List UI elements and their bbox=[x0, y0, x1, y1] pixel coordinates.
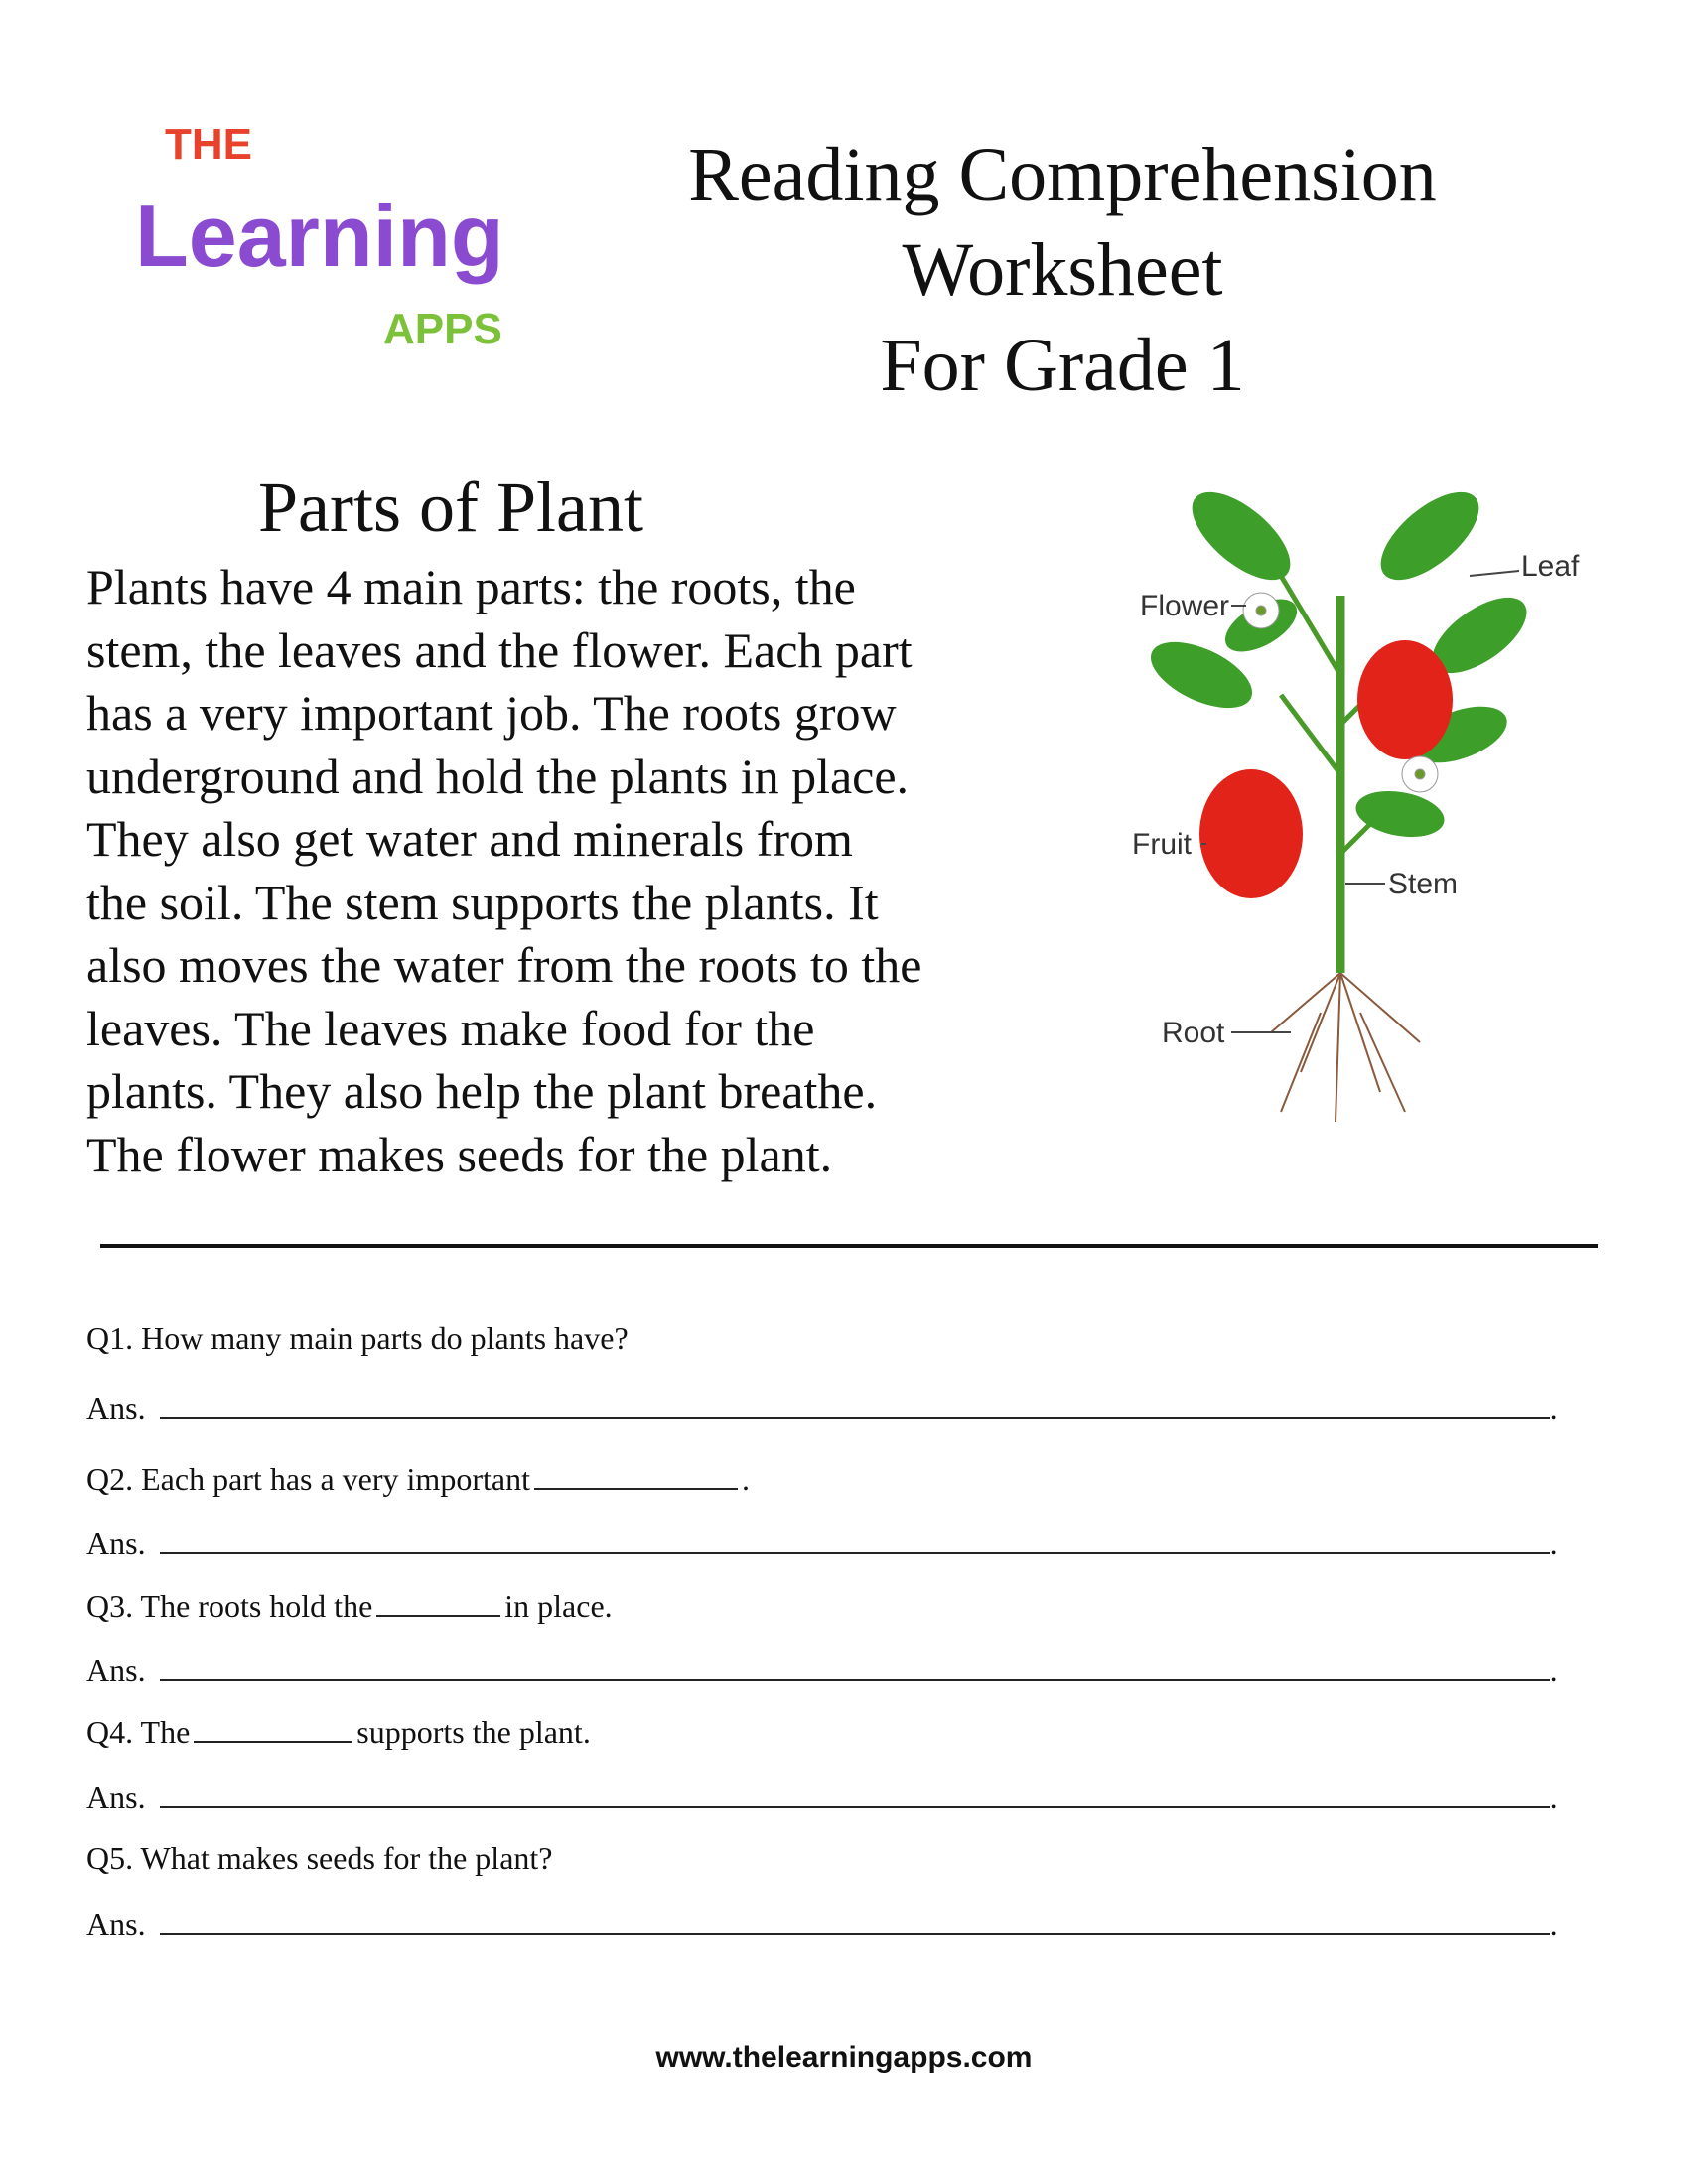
answer-period: . bbox=[1549, 1525, 1558, 1561]
question-text: Q5. What makes seeds for the plant? bbox=[86, 1841, 553, 1876]
answer-3[interactable] bbox=[86, 1652, 1558, 1689]
label-flower: Flower bbox=[1140, 590, 1230, 622]
answer-label: Ans. bbox=[86, 1779, 146, 1815]
answer-2[interactable] bbox=[86, 1525, 1558, 1562]
passage-line: stem, the leaves and the flower. Each part bbox=[86, 621, 913, 678]
answer-label: Ans. bbox=[86, 1525, 146, 1561]
passage-line: has a very important job. The roots grow bbox=[86, 685, 897, 741]
the-learning-apps-logo bbox=[125, 97, 542, 375]
question-text-end: supports the plant. bbox=[356, 1714, 591, 1750]
answer-4[interactable] bbox=[86, 1779, 1558, 1816]
answer-period: . bbox=[1549, 1906, 1558, 1942]
answer-label: Ans. bbox=[86, 1906, 146, 1942]
plant-diagram bbox=[1132, 477, 1609, 1152]
question-text: Q3. The roots hold the bbox=[86, 1588, 373, 1624]
answer-period: . bbox=[1549, 1390, 1558, 1426]
logo-learning: Learning bbox=[135, 187, 504, 285]
answer-blank[interactable] bbox=[160, 1551, 1550, 1554]
question-text-end: . bbox=[741, 1461, 750, 1497]
answer-1[interactable] bbox=[86, 1390, 1558, 1427]
answer-blank[interactable] bbox=[160, 1805, 1550, 1808]
roots bbox=[1271, 973, 1420, 1122]
question-text-end: in place. bbox=[504, 1588, 613, 1624]
label-stem: Stem bbox=[1388, 868, 1459, 900]
answer-blank[interactable] bbox=[160, 1678, 1550, 1681]
question-5 bbox=[86, 1841, 552, 1877]
label-root: Root bbox=[1162, 1017, 1225, 1049]
passage-line: leaves. The leaves make food for the bbox=[86, 1000, 815, 1056]
answer-label: Ans. bbox=[86, 1652, 146, 1688]
passage-heading: Parts of Plant bbox=[258, 468, 643, 547]
answer-blank[interactable] bbox=[160, 1416, 1550, 1419]
passage-line: They also get water and minerals from bbox=[86, 811, 853, 867]
fill-blank[interactable] bbox=[534, 1487, 738, 1490]
passage-line: also moves the water from the roots to the bbox=[86, 937, 922, 993]
passage-line: the soil. The stem supports the plants. It bbox=[86, 874, 879, 930]
question-text: Q4. The bbox=[86, 1714, 191, 1750]
question-1 bbox=[86, 1320, 629, 1357]
answer-5[interactable] bbox=[86, 1906, 1558, 1943]
worksheet-title bbox=[556, 127, 1569, 413]
question-2 bbox=[86, 1461, 750, 1498]
passage-line: plants. They also help the plant breathe. bbox=[86, 1063, 878, 1119]
title-line-2: Worksheet bbox=[902, 228, 1223, 312]
answer-period: . bbox=[1549, 1652, 1558, 1688]
passage-line: underground and hold the plants in place. bbox=[86, 748, 910, 804]
fill-blank[interactable] bbox=[376, 1614, 500, 1617]
passage-text bbox=[86, 556, 921, 1186]
question-4 bbox=[86, 1714, 591, 1751]
title-line-3: For Grade 1 bbox=[880, 324, 1245, 407]
title-line-1: Reading Comprehension bbox=[688, 133, 1437, 216]
label-leaf: Leaf bbox=[1521, 550, 1580, 583]
label-fruit: Fruit bbox=[1132, 828, 1192, 861]
question-text: Q1. How many main parts do plants have? bbox=[86, 1320, 629, 1356]
section-divider bbox=[100, 1244, 1598, 1248]
question-text: Q2. Each part has a very important bbox=[86, 1461, 530, 1497]
passage-line: The flower makes seeds for the plant. bbox=[86, 1126, 833, 1182]
answer-blank[interactable] bbox=[160, 1932, 1550, 1935]
passage-line: Plants have 4 main parts: the roots, the bbox=[86, 559, 856, 614]
footer-website-link[interactable]: www.thelearningapps.com bbox=[655, 2041, 1033, 2074]
logo-the: THE bbox=[165, 120, 252, 169]
question-3 bbox=[86, 1588, 613, 1625]
fill-blank[interactable] bbox=[194, 1740, 352, 1743]
logo-apps: APPS bbox=[383, 305, 502, 353]
answer-period: . bbox=[1549, 1779, 1558, 1815]
answer-label: Ans. bbox=[86, 1390, 146, 1426]
